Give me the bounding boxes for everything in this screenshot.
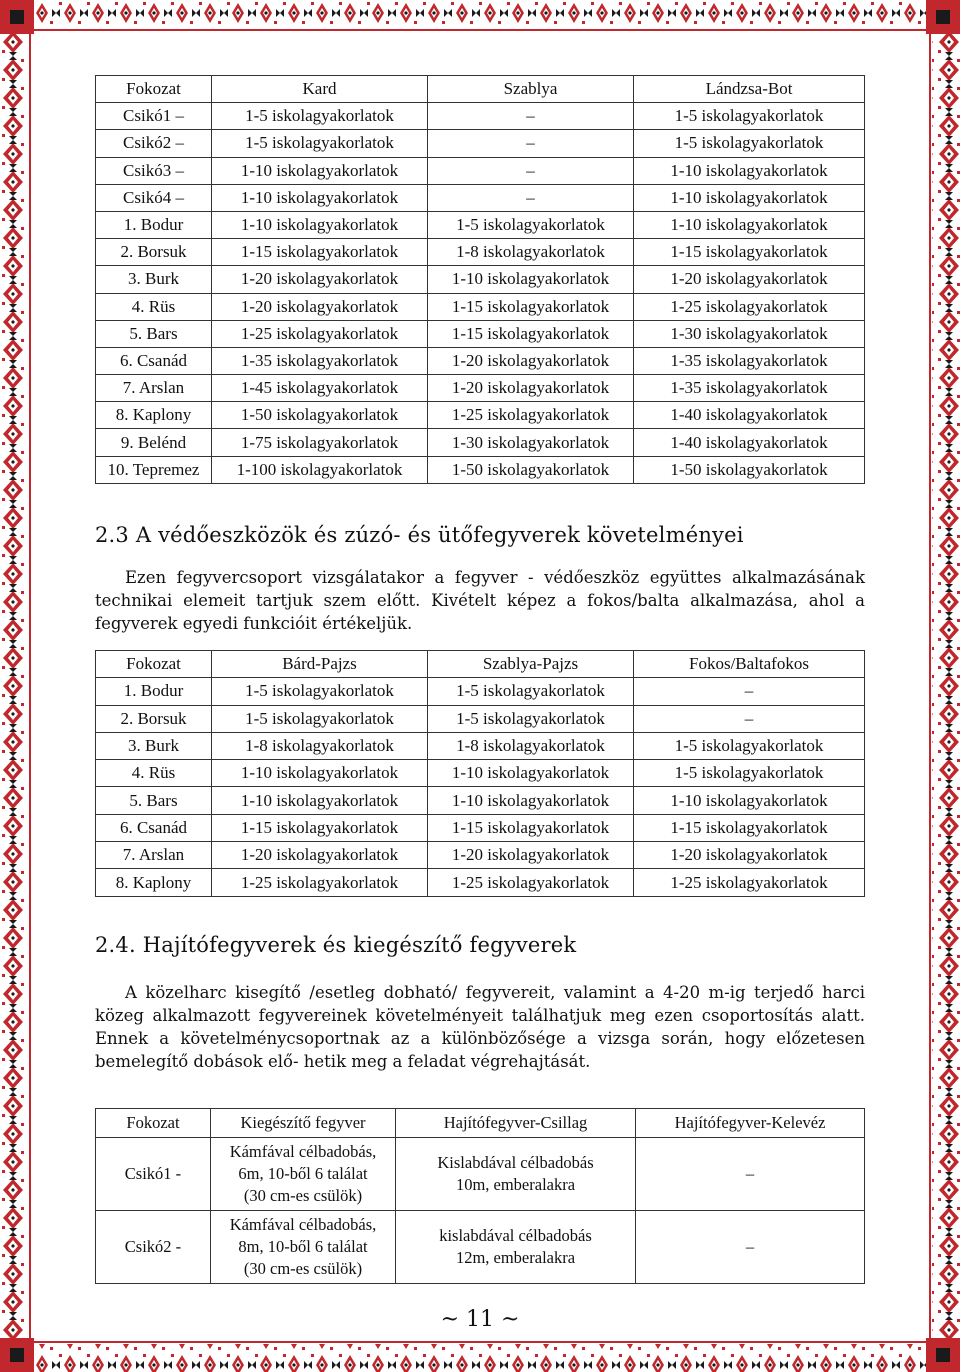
- table-cell: 10. Tepremez: [96, 456, 212, 483]
- table-cell: 1-10 iskolagyakorlatok: [634, 211, 865, 238]
- table-cell: 1-10 iskolagyakorlatok: [428, 760, 634, 787]
- table-cell-line: Kámfával célbadobás,: [229, 1215, 377, 1234]
- table-cell: 1-40 iskolagyakorlatok: [634, 429, 865, 456]
- table-cell: 1-20 iskolagyakorlatok: [428, 347, 634, 374]
- table-cell: 1-15 iskolagyakorlatok: [428, 320, 634, 347]
- table-cell: 8. Kaplony: [96, 869, 212, 896]
- header-cell: Fokozat: [96, 76, 212, 103]
- table-cell: 1-5 iskolagyakorlatok: [212, 678, 428, 705]
- table-cell-line: 6m, 10-ből 6 találat: [238, 1164, 368, 1183]
- table-cell-line: (30 cm-es csülök): [243, 1186, 363, 1205]
- table-cell: 1-35 iskolagyakorlatok: [212, 347, 428, 374]
- table-cell: 6. Csanád: [96, 814, 212, 841]
- table-cell: Csikó3 –: [96, 157, 212, 184]
- table-cell: 1-5 iskolagyakorlatok: [212, 103, 428, 130]
- header-cell: Szablya-Pajzs: [428, 651, 634, 678]
- header-cell: Fokozat: [96, 1109, 211, 1138]
- table-cell: –: [634, 678, 865, 705]
- table-row: [96, 429, 865, 456]
- table-cell: 1-10 iskolagyakorlatok: [428, 266, 634, 293]
- table-cell: 7. Arslan: [96, 375, 212, 402]
- table-cell: [211, 1211, 396, 1284]
- table-row: [96, 293, 865, 320]
- table-row: [96, 211, 865, 238]
- table-cell: 1-10 iskolagyakorlatok: [634, 787, 865, 814]
- table-cell: 1-5 iskolagyakorlatok: [428, 211, 634, 238]
- table-cell-line: 12m, emberalakra: [455, 1248, 576, 1267]
- table-cell-line: kislabdával célbadobás: [439, 1226, 592, 1245]
- table-cell: 1-20 iskolagyakorlatok: [212, 842, 428, 869]
- table-cell-line: 8m, 10-ből 6 találat: [238, 1237, 368, 1256]
- table-cell: 1-10 iskolagyakorlatok: [212, 760, 428, 787]
- table-cell: –: [634, 705, 865, 732]
- table-cell: 1-5 iskolagyakorlatok: [428, 705, 634, 732]
- table-row: [96, 787, 865, 814]
- table-cell: Csikó2 –: [96, 130, 212, 157]
- table-row: [96, 869, 865, 896]
- table-cell: 8. Kaplony: [96, 402, 212, 429]
- table-cell-line: Kislabdával célbadobás: [437, 1153, 594, 1172]
- table-cell: 1-50 iskolagyakorlatok: [634, 456, 865, 483]
- table-row: [96, 184, 865, 211]
- table-cell: 1-8 iskolagyakorlatok: [428, 239, 634, 266]
- table-row: [96, 375, 865, 402]
- table-cell: 1-20 iskolagyakorlatok: [212, 266, 428, 293]
- table-cell: Csikó2 -: [96, 1211, 211, 1284]
- table-row: [96, 732, 865, 759]
- table-cell: 1-5 iskolagyakorlatok: [634, 732, 865, 759]
- table-cell: 7. Arslan: [96, 842, 212, 869]
- table-cell: 1-25 iskolagyakorlatok: [634, 869, 865, 896]
- table-cell: 3. Burk: [96, 266, 212, 293]
- table-row: [96, 814, 865, 841]
- table-cell: 9. Belénd: [96, 429, 212, 456]
- table-cell: 1. Bodur: [96, 211, 212, 238]
- table-cell: 1-5 iskolagyakorlatok: [634, 760, 865, 787]
- table-cell: Csikó1 -: [96, 1138, 211, 1211]
- table-cell: 1-20 iskolagyakorlatok: [428, 375, 634, 402]
- table-cell: 2. Borsuk: [96, 239, 212, 266]
- table-cell: –: [428, 103, 634, 130]
- table-cell: 1-15 iskolagyakorlatok: [212, 814, 428, 841]
- table-cell: 1-40 iskolagyakorlatok: [634, 402, 865, 429]
- table-cell: 5. Bars: [96, 320, 212, 347]
- table-header-row: [96, 1109, 865, 1138]
- table-cell: [396, 1211, 636, 1284]
- table-cell-line: (30 cm-es csülök): [243, 1259, 363, 1278]
- table-cell: 1-100 iskolagyakorlatok: [212, 456, 428, 483]
- table-cell: 1-30 iskolagyakorlatok: [634, 320, 865, 347]
- table-cell: –: [428, 157, 634, 184]
- table-cell: 1-35 iskolagyakorlatok: [634, 347, 865, 374]
- header-cell: Fokos/Baltafokos: [634, 651, 865, 678]
- table-row: [96, 456, 865, 483]
- table-cell: 1-15 iskolagyakorlatok: [428, 814, 634, 841]
- table-cell-line: Kámfával célbadobás,: [229, 1142, 377, 1161]
- page-number: ~ 11 ~: [440, 1307, 520, 1332]
- table-cell: 1-5 iskolagyakorlatok: [634, 130, 865, 157]
- table-cell: 1-20 iskolagyakorlatok: [212, 293, 428, 320]
- table-row: [96, 1138, 865, 1211]
- table-cell: 1-75 iskolagyakorlatok: [212, 429, 428, 456]
- section-paragraph: Ezen fegyvercsoport vizsgálatakor a fegyver - védőeszköz együttes alkalmazásának technikai elemeit tartjuk szem előtt. Kivételt képez a fokos/balta alkalmazása, ahol a fegyverek egyedi funkcióit értékeljük.: [95, 568, 865, 633]
- table-cell-line: 10m, emberalakra: [455, 1175, 576, 1194]
- table-row: [96, 402, 865, 429]
- header-cell: Lándzsa-Bot: [634, 76, 865, 103]
- table-row: [96, 760, 865, 787]
- table-row: [96, 130, 865, 157]
- table-cell: 1-10 iskolagyakorlatok: [212, 184, 428, 211]
- table-header-row: [96, 76, 865, 103]
- table-cell: 1-10 iskolagyakorlatok: [212, 157, 428, 184]
- header-cell: Kiegészítő fegyver: [211, 1109, 396, 1138]
- table-row: [96, 347, 865, 374]
- table-shield-weapons: [95, 650, 865, 897]
- table-row: [96, 239, 865, 266]
- table-cell: 1-20 iskolagyakorlatok: [428, 842, 634, 869]
- table-row: [96, 678, 865, 705]
- table-cell: 6. Csanád: [96, 347, 212, 374]
- table-cell: 4. Rüs: [96, 760, 212, 787]
- table-cell: 1-10 iskolagyakorlatok: [428, 787, 634, 814]
- table-cell: 1-10 iskolagyakorlatok: [634, 157, 865, 184]
- header-cell: Hajítófegyver-Kelevéz: [636, 1109, 865, 1138]
- table-cell: Csikó4 –: [96, 184, 212, 211]
- table-cell: 1-5 iskolagyakorlatok: [212, 130, 428, 157]
- table-cell: 1-10 iskolagyakorlatok: [212, 211, 428, 238]
- table-row: [96, 157, 865, 184]
- table-cell: 4. Rüs: [96, 293, 212, 320]
- table-cell: [211, 1138, 396, 1211]
- table-cell: 1-25 iskolagyakorlatok: [212, 320, 428, 347]
- table-cell: 1. Bodur: [96, 678, 212, 705]
- header-cell: Kard: [212, 76, 428, 103]
- table-cell: 2. Borsuk: [96, 705, 212, 732]
- table-cell: 1-5 iskolagyakorlatok: [212, 705, 428, 732]
- table-cell: 1-45 iskolagyakorlatok: [212, 375, 428, 402]
- table-cell: 1-10 iskolagyakorlatok: [212, 787, 428, 814]
- table-cell: 1-50 iskolagyakorlatok: [428, 456, 634, 483]
- table-cell: 1-20 iskolagyakorlatok: [634, 266, 865, 293]
- table-row: [96, 1211, 865, 1284]
- table-cell: 1-8 iskolagyakorlatok: [212, 732, 428, 759]
- table-cell: 1-5 iskolagyakorlatok: [634, 103, 865, 130]
- table-cell: Csikó1 –: [96, 103, 212, 130]
- table-row: [96, 705, 865, 732]
- table-cell: –: [636, 1138, 865, 1211]
- table-cell: 1-10 iskolagyakorlatok: [634, 184, 865, 211]
- table-cell: 1-15 iskolagyakorlatok: [634, 814, 865, 841]
- table-cell: 1-25 iskolagyakorlatok: [212, 869, 428, 896]
- section-heading: 2.4. Hajítófegyverek és kiegészítő fegyverek: [95, 933, 577, 957]
- table-cell: 1-20 iskolagyakorlatok: [634, 842, 865, 869]
- table-cell: 1-30 iskolagyakorlatok: [428, 429, 634, 456]
- table-cell: 1-5 iskolagyakorlatok: [428, 678, 634, 705]
- table-row: [96, 320, 865, 347]
- table-cell: 1-50 iskolagyakorlatok: [212, 402, 428, 429]
- table-cell: 1-15 iskolagyakorlatok: [428, 293, 634, 320]
- section-heading: 2.3 A védőeszközök és zúzó- és ütőfegyverek követelményei: [95, 523, 744, 547]
- table-cell: 1-25 iskolagyakorlatok: [634, 293, 865, 320]
- table-row: [96, 842, 865, 869]
- table-cell: –: [428, 130, 634, 157]
- header-cell: Hajítófegyver-Csillag: [396, 1109, 636, 1138]
- table-cell: 1-25 iskolagyakorlatok: [428, 869, 634, 896]
- table-cell: [396, 1138, 636, 1211]
- table-cell: –: [428, 184, 634, 211]
- header-cell: Fokozat: [96, 651, 212, 678]
- table-cell: 1-8 iskolagyakorlatok: [428, 732, 634, 759]
- table-cell: 1-25 iskolagyakorlatok: [428, 402, 634, 429]
- section-paragraph: A közelharc kisegítő /esetleg dobható/ fegyvereit, valamint a 4-20 m-ig terjedő harci közeg alkalmazott fegyvereinek követelményeit találhatjuk meg ezen csoportosítás alatt. Ennek a követelménycsoportnak az a különbözősége a vizsga során, hogy előzetesen bemelegítő dobások elő- hetik meg a feladat végrehajtását.: [95, 983, 865, 1071]
- table-cell: 1-15 iskolagyakorlatok: [212, 239, 428, 266]
- header-cell: Szablya: [428, 76, 634, 103]
- header-cell: Bárd-Pajzs: [212, 651, 428, 678]
- table-cell: 1-15 iskolagyakorlatok: [634, 239, 865, 266]
- table-throwing-weapons: [95, 1108, 865, 1284]
- table-cell: –: [636, 1211, 865, 1284]
- table-cell: 1-35 iskolagyakorlatok: [634, 375, 865, 402]
- table-cell: 3. Burk: [96, 732, 212, 759]
- table-row: [96, 266, 865, 293]
- table-melee-weapons: [95, 75, 865, 484]
- table-cell: 5. Bars: [96, 787, 212, 814]
- table-row: [96, 103, 865, 130]
- table-header-row: [96, 651, 865, 678]
